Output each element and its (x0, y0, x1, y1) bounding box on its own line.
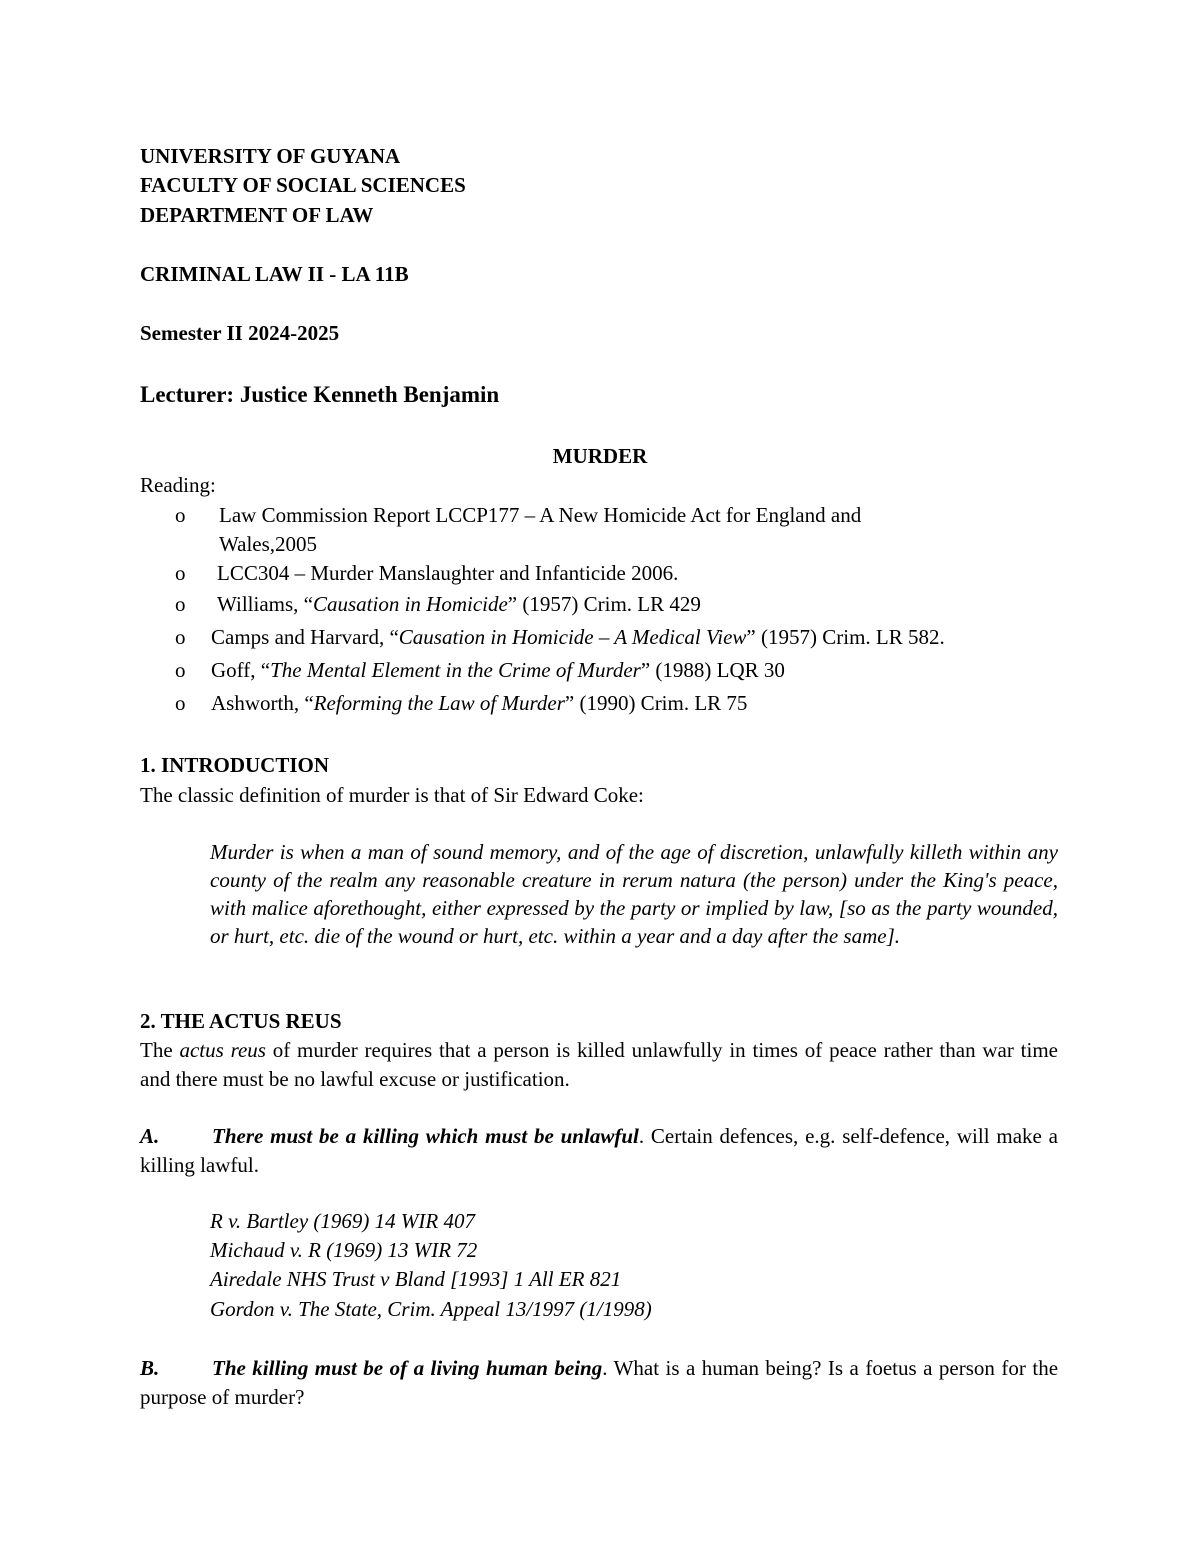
reading-item-title: Causation in Homicide – A Medical View (398, 625, 747, 649)
lecturer: Lecturer: Justice Kenneth Benjamin (140, 382, 500, 407)
bullet-icon: o (175, 658, 186, 682)
reading-item-post: ” (1957) Crim. LR 582. (746, 625, 945, 649)
case-citation: Michaud v. R (1969) 13 WIR 72 (210, 1238, 478, 1262)
reading-item-text (217, 589, 701, 619)
department-name: DEPARTMENT OF LAW (140, 203, 374, 227)
reading-item-text (211, 688, 747, 718)
reading-item-post: ” (1988) LQR 30 (640, 658, 785, 682)
reading-item-text: Law Commission Report LCCP177 – A New Homicide Act for England and (219, 503, 862, 527)
course-title: CRIMINAL LAW II - LA 11B (140, 262, 409, 286)
actus-reus-text-post: of murder requires that a person is killed unlawfully in times of peace rather than war time and there must be no lawful excuse or justification. (140, 1038, 1058, 1091)
reading-item-pre: Ashworth, “ (211, 691, 314, 715)
reading-item-pre: Williams, “ (217, 592, 313, 616)
faculty-name: FACULTY OF SOCIAL SCIENCES (140, 173, 466, 197)
point-a-bold: There must be a killing which must be unlawful (212, 1124, 639, 1148)
point-a-rest: . Certain defences, e.g. self-defence, will make a killing lawful. (140, 1124, 1058, 1177)
reading-item-text-cont: Wales,2005 (219, 532, 318, 556)
point-a-label: A. (140, 1124, 160, 1148)
point-b-label: B. (140, 1356, 160, 1380)
reading-item-pre: Camps and Harvard, “ (211, 625, 399, 649)
bullet-icon: o (175, 561, 186, 585)
actus-reus-heading: 2. THE ACTUS REUS (140, 1009, 342, 1033)
university-name: UNIVERSITY OF GUYANA (140, 144, 401, 168)
intro-heading: 1. INTRODUCTION (140, 753, 330, 777)
reading-item-title: Reforming the Law of Murder (313, 691, 565, 715)
reading-item-pre: Goff, “ (211, 658, 271, 682)
actus-reus-text-pre: The (140, 1038, 180, 1062)
bullet-icon: o (175, 592, 186, 616)
actus-reus-text (140, 1036, 1058, 1094)
point-b-bold: The killing must be of a living human being (212, 1356, 603, 1380)
actus-reus-term: actus reus (179, 1038, 266, 1062)
section-title: MURDER (552, 444, 648, 468)
case-citation: R v. Bartley (1969) 14 WIR 407 (210, 1209, 475, 1233)
reading-item-post: ” (1990) Crim. LR 75 (564, 691, 748, 715)
bullet-icon: o (175, 503, 186, 527)
point-a (140, 1122, 1058, 1180)
reading-item-post: ” (1957) Crim. LR 429 (507, 592, 701, 616)
semester: Semester II 2024-2025 (140, 321, 340, 345)
coke-definition-quote: Murder is when a man of sound memory, and of the age of discretion, unlawfully killeth within any county of the realm any reasonable creature in rerum natura (the person) under the King's peace, with malice aforethought, either expressed by the party or implied by law, [so as the party wounded, or hurt, etc. die of the wound or hurt, etc. within a year and a day after the same]. (210, 840, 1058, 948)
reading-item-text (211, 622, 945, 652)
bullet-icon: o (175, 691, 186, 715)
reading-item-title: The Mental Element in the Crime of Murder (270, 658, 641, 682)
reading-item-text: LCC304 – Murder Manslaughter and Infanticide 2006. (217, 561, 679, 585)
point-b-rest: . What is a human being? Is a foetus a person for the purpose of murder? (140, 1356, 1059, 1409)
reading-item-text (211, 655, 785, 685)
case-citation: Airedale NHS Trust v Bland [1993] 1 All ER 821 (210, 1267, 622, 1291)
case-citation: Gordon v. The State, Crim. Appeal 13/1997 (1/1998) (210, 1297, 652, 1321)
intro-text: The classic definition of murder is that of Sir Edward Coke: (140, 783, 644, 807)
point-b (140, 1354, 1058, 1412)
reading-label: Reading: (140, 473, 216, 497)
reading-item-title: Causation in Homicide (312, 592, 508, 616)
bullet-icon: o (175, 625, 186, 649)
